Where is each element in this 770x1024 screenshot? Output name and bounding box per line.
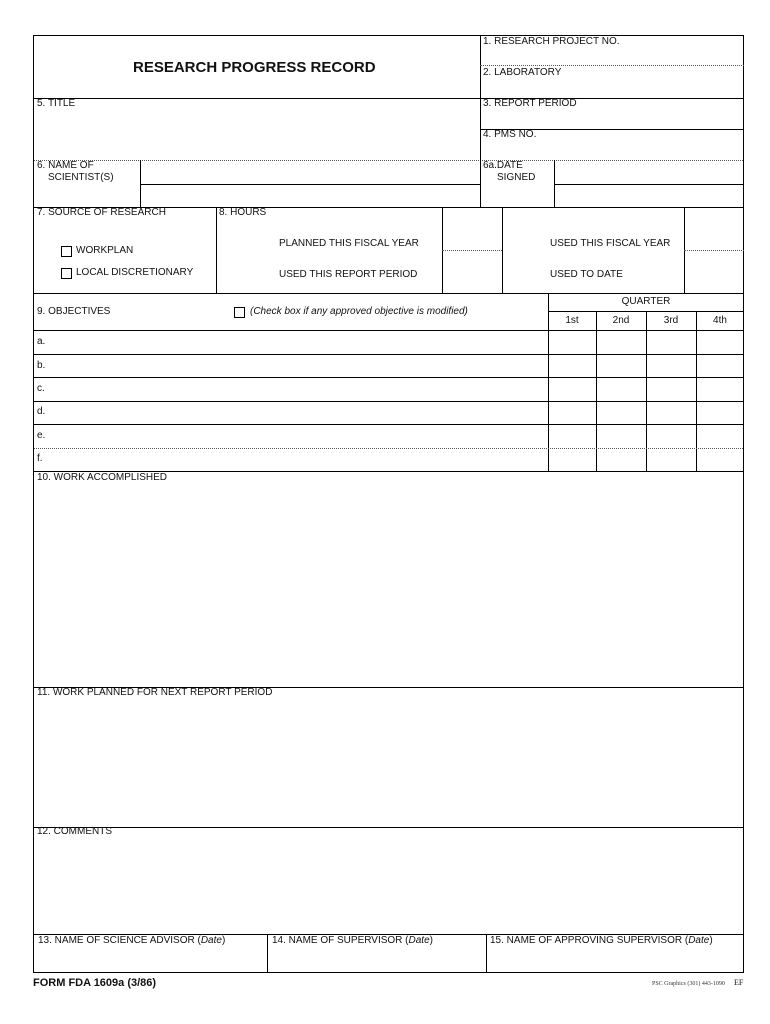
scientist-name-input-1[interactable] — [142, 162, 478, 182]
objective-row-a-label: a. — [37, 336, 46, 347]
comments-input[interactable] — [37, 840, 739, 932]
form-code: EF — [734, 978, 744, 987]
local-discretionary-checkbox[interactable] — [61, 268, 72, 279]
used-to-date-input[interactable] — [686, 265, 742, 285]
scientist-name-input-2[interactable] — [142, 186, 478, 206]
work-accomplished-label: 10. WORK ACCOMPLISHED — [37, 472, 168, 483]
used-this-report-period-label: USED THIS REPORT PERIOD — [279, 269, 418, 280]
work-planned-input[interactable] — [37, 701, 739, 825]
quarter-2nd-label: 2nd — [612, 315, 630, 326]
approving-supervisor-label: 15. NAME OF APPROVING SUPERVISOR (Date) — [490, 935, 713, 946]
source-of-research-label: 7. SOURCE OF RESEARCH — [37, 207, 166, 218]
title-input[interactable] — [37, 112, 475, 156]
objective-modified-checkbox[interactable] — [234, 307, 245, 318]
research-project-no-label: 1. RESEARCH PROJECT NO. — [483, 36, 620, 47]
date-signed-input-2[interactable] — [556, 186, 742, 206]
form-id: FORM FDA 1609a (3/86) — [33, 977, 157, 989]
objectives-label: 9. OBJECTIVES — [37, 306, 111, 317]
objective-row-e-label: e. — [37, 430, 46, 441]
form-title: RESEARCH PROGRESS RECORD — [133, 59, 376, 76]
date-signed-input-1[interactable] — [556, 162, 742, 182]
objective-row-c-label: c. — [37, 383, 45, 394]
objective-row-f-label: f. — [37, 453, 43, 464]
objective-e-input[interactable] — [48, 426, 544, 446]
science-advisor-input[interactable] — [37, 949, 265, 971]
supervisor-input[interactable] — [270, 949, 484, 971]
used-this-fiscal-year-label: USED THIS FISCAL YEAR — [550, 238, 671, 249]
work-planned-label: 11. WORK PLANNED FOR NEXT REPORT PERIOD — [37, 687, 273, 698]
objective-modified-note: (Check box if any approved objective is modified) — [250, 306, 468, 317]
objective-row-b-label: b. — [37, 360, 46, 371]
used-to-date-label: USED TO DATE — [550, 269, 623, 280]
title-label: 5. TITLE — [37, 98, 76, 109]
report-period-input[interactable] — [483, 111, 741, 127]
objective-d-input[interactable] — [48, 403, 544, 423]
planned-this-fiscal-year-input[interactable] — [444, 228, 500, 248]
used-this-fiscal-year-input[interactable] — [686, 228, 742, 248]
quarter-3rd-label: 3rd — [663, 315, 679, 326]
science-advisor-label: 13. NAME OF SCIENCE ADVISOR (Date) — [38, 935, 226, 946]
used-this-report-period-input[interactable] — [444, 265, 500, 285]
objective-row-d-label: d. — [37, 406, 46, 417]
laboratory-input[interactable] — [483, 80, 741, 96]
research-project-no-input[interactable] — [483, 48, 741, 64]
printer-credit: PSC Graphics (301) 443-1090 — [652, 981, 725, 987]
research-progress-form — [33, 35, 744, 973]
report-period-label: 3. REPORT PERIOD — [483, 98, 577, 109]
pms-no-label: 4. PMS NO. — [483, 129, 537, 140]
quarter-1st-label: 1st — [565, 315, 579, 326]
local-discretionary-label: LOCAL DISCRETIONARY — [76, 267, 194, 278]
planned-this-fiscal-year-label: PLANNED THIS FISCAL YEAR — [279, 238, 419, 249]
objective-f-input[interactable] — [48, 449, 544, 469]
workplan-checkbox[interactable] — [61, 246, 72, 257]
work-accomplished-input[interactable] — [37, 486, 739, 686]
hours-label: 8. HOURS — [219, 207, 267, 218]
name-of-scientists-label: 6. NAME OF SCIENTIST(S) — [37, 160, 114, 183]
approving-supervisor-input[interactable] — [489, 949, 741, 971]
objective-b-input[interactable] — [48, 356, 544, 376]
workplan-label: WORKPLAN — [76, 245, 134, 256]
comments-label: 12. COMMENTS — [37, 826, 113, 837]
objective-a-input[interactable] — [48, 332, 544, 352]
laboratory-label: 2. LABORATORY — [483, 67, 562, 78]
quarter-label: QUARTER — [621, 296, 671, 307]
pms-no-input[interactable] — [483, 142, 741, 158]
quarter-4th-label: 4th — [713, 315, 727, 326]
date-signed-label: 6a.DATE SIGNED — [483, 160, 536, 183]
objective-c-input[interactable] — [48, 379, 544, 399]
supervisor-label: 14. NAME OF SUPERVISOR (Date) — [272, 935, 433, 946]
